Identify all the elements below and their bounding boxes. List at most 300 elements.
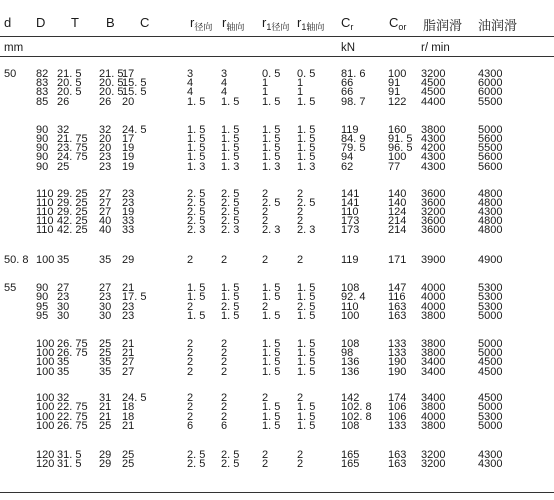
cell-r-axial: 2: [221, 411, 228, 423]
cell-Cr: 102. 8: [341, 411, 372, 423]
cell-r1-radial: 2: [262, 458, 269, 470]
header-d: d: [4, 15, 12, 30]
cell-B: 23: [99, 161, 112, 173]
cell-Cr: 173: [341, 215, 360, 227]
cell-r1-radial: 1. 5: [262, 420, 281, 432]
cell-D: 100: [36, 338, 55, 350]
cell-T: 32: [57, 392, 70, 404]
cell-r-axial: 4: [221, 86, 228, 98]
cell-grease-speed: 4200: [421, 142, 446, 154]
cell-T: 23: [57, 291, 70, 303]
cell-r-radial: 1. 5: [187, 133, 206, 145]
cell-r1-axial: 1. 5: [297, 310, 316, 322]
cell-r-axial: 1. 3: [221, 161, 240, 173]
cell-D: 100: [36, 411, 55, 423]
header-T: T: [71, 15, 79, 30]
cell-B: 27: [99, 282, 112, 294]
cell-oil-speed: 5000: [478, 124, 503, 136]
cell-Cor: 91. 5: [388, 133, 413, 145]
cell-r1-axial: 1. 5: [297, 133, 316, 145]
cell-grease-speed: 3200: [421, 449, 446, 461]
cell-D: 83: [36, 86, 49, 98]
cell-T: 23. 75: [57, 142, 88, 154]
cell-r-radial: 4: [187, 77, 194, 89]
cell-C: 23: [122, 301, 135, 313]
cell-Cr: 119: [341, 254, 359, 266]
cell-Cor: 106: [388, 401, 407, 413]
cell-Cor: 163: [388, 301, 407, 313]
cell-Cr: 136: [341, 366, 360, 378]
cell-Cr: 119: [341, 124, 359, 136]
cell-oil-speed: 5300: [478, 411, 503, 423]
cell-D: 90: [36, 151, 49, 163]
cell-r1-axial: 1. 5: [297, 366, 316, 378]
cell-D: 100: [36, 254, 55, 266]
cell-C: 27: [122, 356, 135, 368]
cell-oil-speed: 4800: [478, 224, 503, 236]
cell-Cor: 116: [388, 291, 406, 303]
header-r1-axial: $r_{1轴向}$: [297, 15, 325, 32]
cell-D: 95: [36, 310, 49, 322]
table-row: [0, 162, 554, 172]
cell-r-axial: 1. 5: [221, 282, 240, 294]
cell-B: 23: [99, 291, 112, 303]
cell-D: 100: [36, 356, 55, 368]
cell-r-axial: 2. 5: [221, 188, 240, 200]
cell-Cr: 94: [341, 151, 354, 163]
cell-D: 100: [36, 401, 55, 413]
cell-r-radial: 2: [187, 347, 194, 359]
table-row: [0, 255, 554, 265]
cell-r1-radial: 2: [262, 301, 269, 313]
cell-C: 24. 5: [122, 392, 147, 404]
table-row: [0, 311, 554, 321]
cell-oil-speed: 5000: [478, 420, 503, 432]
header-top-rule: [0, 36, 554, 37]
cell-oil-speed: 4300: [478, 458, 503, 470]
cell-r-radial: 2. 3: [187, 224, 206, 236]
cell-r1-axial: 2: [297, 215, 304, 227]
cell-r1-axial: 1. 5: [297, 124, 316, 136]
cell-r1-axial: 1. 5: [297, 356, 316, 368]
cell-oil-speed: 5300: [478, 301, 503, 313]
table-row: [0, 367, 554, 377]
cell-Cor: 133: [388, 338, 407, 350]
cell-T: 29. 25: [57, 197, 88, 209]
cell-oil-speed: 5300: [478, 282, 503, 294]
cell-r1-radial: 2. 5: [262, 197, 281, 209]
cell-r-axial: 2. 5: [221, 206, 240, 218]
cell-D: 120: [36, 458, 55, 470]
cell-r-axial: 2: [221, 254, 228, 266]
header-r-axial: $r_{轴向}$: [222, 15, 245, 32]
cell-oil-speed: 6000: [478, 77, 503, 89]
header-r1-radial: $r_{1径向}$: [262, 15, 290, 32]
cell-Cor: 106: [388, 411, 407, 423]
cell-grease-speed: 4300: [421, 151, 446, 163]
cell-r1-axial: 2: [297, 206, 304, 218]
cell-T: 29. 25: [57, 188, 88, 200]
cell-T: 35: [57, 356, 70, 368]
cell-C: 21: [122, 282, 135, 294]
cell-r1-radial: 0. 5: [262, 68, 281, 80]
cell-C: 17: [122, 68, 135, 80]
cell-grease-speed: 3800: [421, 124, 446, 136]
cell-T: 26. 75: [57, 347, 88, 359]
cell-C: 19: [122, 206, 135, 218]
cell-C: 23: [122, 310, 135, 322]
cell-Cr: 108: [341, 282, 360, 294]
cell-r1-radial: 2: [262, 254, 269, 266]
cell-d: 55: [4, 282, 17, 294]
cell-oil-speed: 5300: [478, 291, 503, 303]
cell-r-axial: 2: [221, 392, 228, 404]
cell-r1-axial: 1: [297, 77, 304, 89]
cell-D: 90: [36, 282, 49, 294]
cell-r1-radial: 1. 5: [262, 96, 281, 108]
cell-T: 21. 5: [57, 68, 82, 80]
cell-r-radial: 1. 5: [187, 282, 206, 294]
cell-r1-radial: 1: [262, 77, 269, 89]
cell-T: 29. 25: [57, 206, 88, 218]
cell-B: 20: [99, 142, 112, 154]
cell-oil-speed: 4500: [478, 392, 503, 404]
header-Cr: $C_r$: [341, 15, 354, 32]
cell-r1-radial: 1. 5: [262, 133, 281, 145]
header-D: D: [36, 15, 46, 30]
cell-r-radial: 2. 5: [187, 458, 206, 470]
cell-r1-axial: 1. 5: [297, 151, 316, 163]
cell-oil-speed: 5000: [478, 310, 503, 322]
cell-C: 18: [122, 401, 135, 413]
table-row: [0, 225, 554, 235]
cell-r-axial: 3: [221, 68, 228, 80]
cell-Cr: 173: [341, 224, 360, 236]
table-row: [0, 292, 554, 302]
cell-Cor: 124: [388, 206, 407, 218]
cell-r-axial: 1. 5: [221, 142, 240, 154]
cell-T: 30: [57, 310, 70, 322]
cell-r1-axial: 1. 5: [297, 338, 316, 350]
cell-r-axial: 1. 5: [221, 310, 240, 322]
unit-speed: r/ min: [421, 42, 450, 54]
cell-grease-speed: 3200: [421, 206, 446, 218]
cell-r-axial: 4: [221, 77, 228, 89]
cell-B: 27: [99, 206, 112, 218]
cell-r-radial: 2. 5: [187, 449, 206, 461]
cell-r1-radial: 1. 5: [262, 151, 281, 163]
cell-r1-axial: 1. 5: [297, 420, 316, 432]
cell-r1-axial: 1. 5: [297, 401, 316, 413]
cell-Cr: 110: [341, 301, 359, 313]
cell-grease-speed: 3900: [421, 254, 446, 266]
cell-D: 90: [36, 291, 49, 303]
cell-B: 40: [99, 215, 112, 227]
cell-r-radial: 2. 5: [187, 215, 206, 227]
cell-r-radial: 1. 5: [187, 151, 206, 163]
table-row: [0, 459, 554, 469]
cell-Cor: 163: [388, 458, 407, 470]
cell-grease-speed: 3200: [421, 458, 446, 470]
cell-r1-axial: 2: [297, 188, 304, 200]
cell-Cr: 165: [341, 458, 360, 470]
cell-D: 110: [36, 188, 54, 200]
cell-grease-speed: 3600: [421, 188, 446, 200]
cell-r-radial: 2: [187, 411, 194, 423]
cell-B: 23: [99, 151, 112, 163]
cell-r1-axial: 1: [297, 86, 304, 98]
cell-B: 30: [99, 310, 112, 322]
cell-D: 83: [36, 77, 49, 89]
cell-B: 30: [99, 301, 112, 313]
cell-r1-radial: 2: [262, 215, 269, 227]
cell-Cor: 96. 5: [388, 142, 413, 154]
cell-grease-speed: 3800: [421, 401, 446, 413]
cell-C: 15. 5: [122, 77, 147, 89]
cell-r-radial: 2. 5: [187, 206, 206, 218]
header-grease-lubrication: 脂润滑: [423, 18, 463, 33]
cell-B: 25: [99, 338, 112, 350]
cell-D: 90: [36, 124, 49, 136]
cell-B: 35: [99, 254, 112, 266]
cell-r-radial: 2: [187, 366, 194, 378]
cell-grease-speed: 4000: [421, 411, 446, 423]
cell-T: 20. 5: [57, 86, 82, 98]
cell-B: 20. 5: [99, 86, 124, 98]
cell-r-radial: 2. 5: [187, 197, 206, 209]
cell-Cr: 102. 8: [341, 401, 372, 413]
cell-r1-axial: 2: [297, 254, 304, 266]
cell-Cr: 66: [341, 86, 354, 98]
cell-Cr: 141: [341, 197, 360, 209]
cell-B: 21: [99, 411, 112, 423]
cell-D: 100: [36, 366, 55, 378]
cell-grease-speed: 3800: [421, 310, 446, 322]
cell-C: 23: [122, 188, 135, 200]
header-r-radial: $r_{径向}$: [190, 15, 213, 32]
cell-r-radial: 3: [187, 68, 194, 80]
cell-oil-speed: 5000: [478, 401, 503, 413]
cell-r-axial: 1. 5: [221, 133, 240, 145]
cell-r-radial: 4: [187, 86, 194, 98]
cell-C: 19: [122, 161, 135, 173]
cell-r1-radial: 2: [262, 188, 269, 200]
cell-Cr: 141: [341, 188, 360, 200]
cell-D: 90: [36, 133, 49, 145]
table-bottom-rule: [0, 492, 554, 493]
cell-r-radial: 2: [187, 338, 194, 350]
cell-r-axial: 2: [221, 401, 228, 413]
cell-r1-radial: 1. 5: [262, 338, 281, 350]
cell-r-axial: 2. 5: [221, 197, 240, 209]
cell-grease-speed: 3400: [421, 392, 446, 404]
cell-D: 100: [36, 420, 55, 432]
cell-r-axial: 2: [221, 356, 228, 368]
cell-Cor: 190: [388, 356, 407, 368]
cell-C: 27: [122, 366, 135, 378]
cell-B: 21: [99, 401, 112, 413]
cell-Cr: 79. 5: [341, 142, 366, 154]
cell-Cor: 122: [388, 96, 407, 108]
cell-r-radial: 1. 5: [187, 291, 206, 303]
cell-r-axial: 2. 3: [221, 224, 240, 236]
cell-r1-axial: 2. 3: [297, 224, 316, 236]
cell-grease-speed: 3800: [421, 420, 446, 432]
cell-r1-axial: 1. 3: [297, 161, 316, 173]
cell-Cor: 100: [388, 68, 407, 80]
cell-r1-axial: 1. 5: [297, 347, 316, 359]
cell-r-axial: 6: [221, 420, 228, 432]
cell-r1-radial: 1. 5: [262, 291, 281, 303]
cell-r1-radial: 1. 5: [262, 310, 281, 322]
cell-Cr: 136: [341, 356, 360, 368]
header-C: C: [140, 15, 150, 30]
cell-Cr: 81. 6: [341, 68, 366, 80]
cell-r1-axial: 1. 5: [297, 411, 316, 423]
cell-r1-axial: 2. 5: [297, 301, 316, 313]
cell-Cr: 98. 7: [341, 96, 366, 108]
cell-r-radial: 2: [187, 401, 194, 413]
header-Cor: $C_{or}$: [389, 15, 407, 32]
cell-Cor: 140: [388, 197, 407, 209]
cell-r-radial: 2: [187, 392, 194, 404]
cell-r-axial: 2. 5: [221, 458, 240, 470]
cell-r-axial: 2. 5: [221, 215, 240, 227]
cell-r1-axial: 2. 5: [297, 197, 316, 209]
cell-grease-speed: 3600: [421, 197, 446, 209]
cell-Cor: 214: [388, 224, 407, 236]
cell-r1-axial: 2: [297, 458, 304, 470]
cell-d: 50: [4, 68, 17, 80]
cell-T: 32: [57, 124, 70, 136]
cell-C: 17. 5: [122, 291, 147, 303]
cell-Cr: 165: [341, 449, 360, 461]
cell-oil-speed: 4800: [478, 197, 503, 209]
cell-Cr: 66: [341, 77, 354, 89]
cell-r1-radial: 1. 3: [262, 161, 281, 173]
cell-r-radial: 6: [187, 420, 194, 432]
cell-r-radial: 1. 5: [187, 96, 206, 108]
cell-C: 29: [122, 254, 135, 266]
cell-oil-speed: 4800: [478, 215, 503, 227]
cell-Cor: 163: [388, 449, 407, 461]
cell-C: 18: [122, 411, 135, 423]
cell-grease-speed: 4000: [421, 301, 446, 313]
cell-r1-radial: 1. 5: [262, 347, 281, 359]
cell-r-radial: 2: [187, 254, 194, 266]
cell-grease-speed: 3600: [421, 215, 446, 227]
cell-Cor: 133: [388, 420, 407, 432]
cell-r1-axial: 1. 5: [297, 96, 316, 108]
cell-oil-speed: 6000: [478, 86, 503, 98]
cell-T: 25: [57, 161, 70, 173]
cell-grease-speed: 4400: [421, 96, 446, 108]
cell-D: 90: [36, 142, 49, 154]
cell-grease-speed: 4300: [421, 161, 446, 173]
cell-Cr: 110: [341, 206, 359, 218]
cell-r1-radial: 1. 5: [262, 366, 281, 378]
cell-T: 20. 5: [57, 77, 82, 89]
cell-D: 110: [36, 215, 54, 227]
cell-oil-speed: 4500: [478, 356, 503, 368]
cell-grease-speed: 4300: [421, 133, 446, 145]
cell-grease-speed: 3400: [421, 366, 446, 378]
cell-grease-speed: 4000: [421, 282, 446, 294]
cell-r-axial: 1. 5: [221, 124, 240, 136]
cell-B: 31: [99, 392, 112, 404]
cell-Cr: 92. 4: [341, 291, 366, 303]
cell-oil-speed: 4300: [478, 68, 503, 80]
cell-r-axial: 2. 5: [221, 301, 240, 313]
cell-oil-speed: 5500: [478, 142, 503, 154]
cell-oil-speed: 5500: [478, 96, 503, 108]
cell-Cor: 77: [388, 161, 401, 173]
cell-r-radial: 2: [187, 356, 194, 368]
cell-D: 95: [36, 301, 49, 313]
cell-r-axial: 2: [221, 338, 228, 350]
cell-r1-axial: 0. 5: [297, 68, 316, 80]
cell-T: 26. 75: [57, 420, 88, 432]
header-bottom-rule: [0, 56, 554, 57]
cell-T: 42. 25: [57, 215, 88, 227]
table-row: [0, 421, 554, 431]
cell-oil-speed: 5000: [478, 338, 503, 350]
cell-r1-radial: 1: [262, 86, 269, 98]
cell-B: 25: [99, 347, 112, 359]
cell-r1-radial: 1. 5: [262, 411, 281, 423]
cell-r1-axial: 1. 5: [297, 282, 316, 294]
cell-B: 20: [99, 133, 112, 145]
cell-r-radial: 1. 5: [187, 142, 206, 154]
cell-C: 33: [122, 215, 135, 227]
cell-r-axial: 2: [221, 347, 228, 359]
cell-Cor: 190: [388, 366, 407, 378]
cell-oil-speed: 4300: [478, 449, 503, 461]
cell-B: 26: [99, 96, 112, 108]
cell-T: 42. 25: [57, 224, 88, 236]
cell-r-radial: 1. 3: [187, 161, 206, 173]
cell-B: 40: [99, 224, 112, 236]
cell-B: 25: [99, 420, 112, 432]
cell-oil-speed: 4300: [478, 206, 503, 218]
cell-C: 15. 5: [122, 86, 147, 98]
cell-r-radial: 2: [187, 301, 194, 313]
cell-T: 30: [57, 301, 70, 313]
cell-T: 31. 5: [57, 458, 82, 470]
cell-Cor: 171: [388, 254, 407, 266]
cell-T: 35: [57, 254, 70, 266]
cell-C: 25: [122, 449, 135, 461]
cell-B: 32: [99, 124, 112, 136]
cell-T: 22. 75: [57, 401, 88, 413]
cell-B: 29: [99, 458, 112, 470]
cell-r1-radial: 2: [262, 449, 269, 461]
cell-oil-speed: 4900: [478, 254, 503, 266]
header-oil-lubrication: 油润滑: [478, 18, 518, 33]
cell-r1-radial: 1. 5: [262, 356, 281, 368]
cell-oil-speed: 5600: [478, 151, 503, 163]
cell-Cr: 108: [341, 420, 360, 432]
cell-r1-radial: 2. 3: [262, 224, 281, 236]
cell-C: 19: [122, 142, 135, 154]
cell-d: 50. 8: [4, 254, 29, 266]
cell-grease-speed: 4500: [421, 77, 446, 89]
cell-r-radial: 2. 5: [187, 188, 206, 200]
cell-D: 110: [36, 224, 54, 236]
cell-B: 27: [99, 188, 112, 200]
cell-grease-speed: 3200: [421, 68, 446, 80]
cell-B: 29: [99, 449, 112, 461]
